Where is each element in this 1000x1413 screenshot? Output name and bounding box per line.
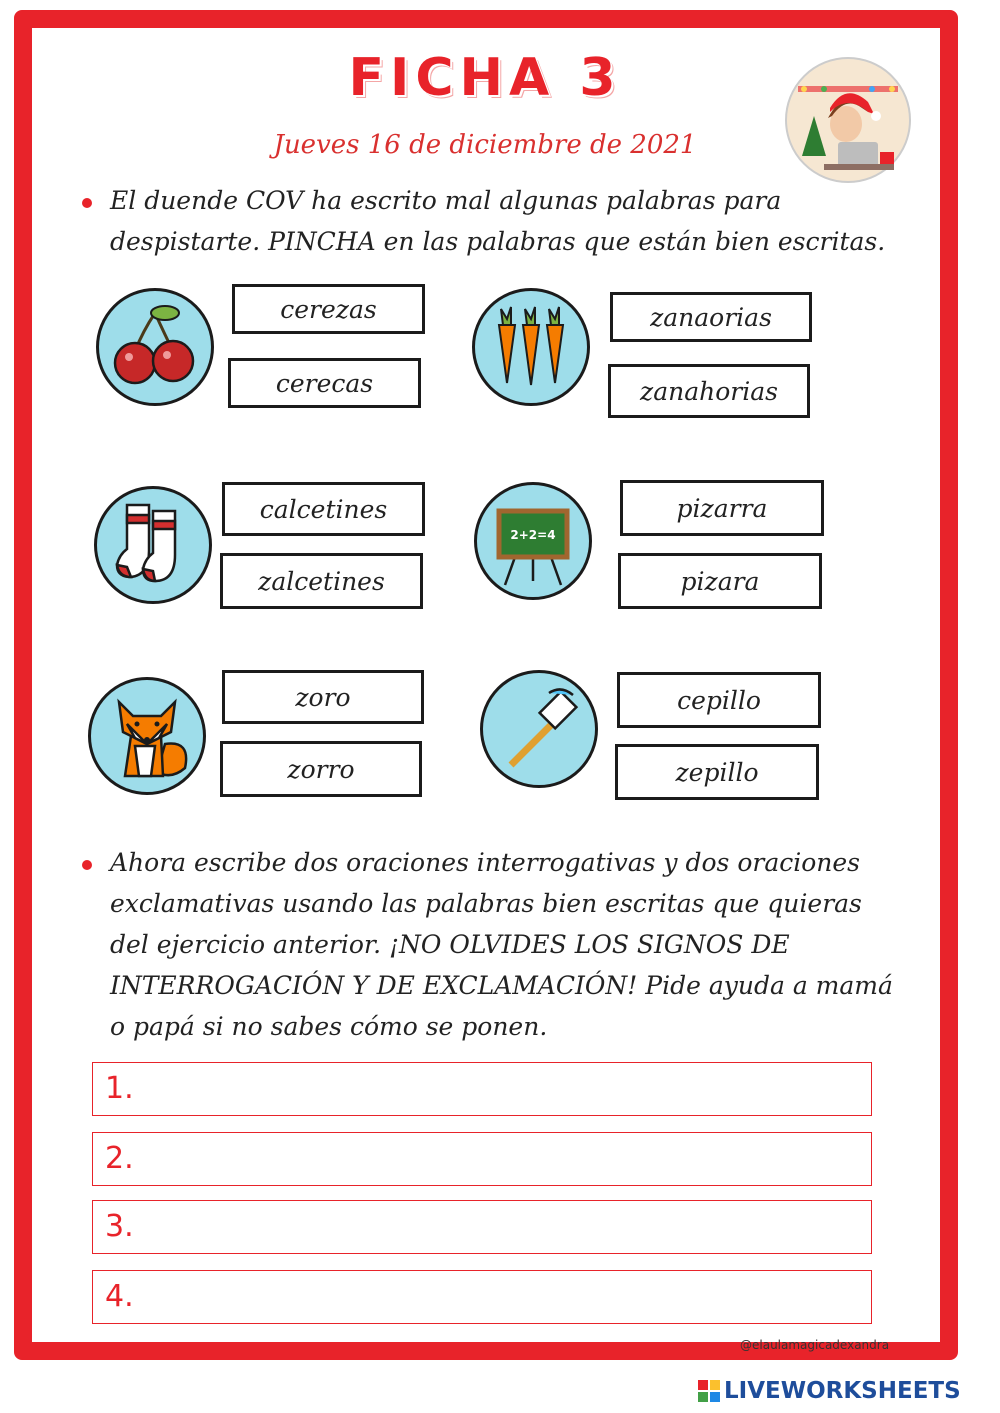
picture-chalkboard [474, 482, 592, 600]
word-option[interactable]: cerezas [232, 284, 425, 334]
fox-icon [91, 680, 203, 792]
answer-line-4[interactable] [92, 1270, 872, 1324]
word-option[interactable]: zalcetines [220, 553, 423, 609]
word-option[interactable]: cerecas [228, 358, 421, 408]
answer-line-2[interactable] [92, 1132, 872, 1186]
answer-number: 2. [105, 1141, 134, 1176]
cherries-icon [99, 291, 211, 403]
word-option[interactable]: pizarra [620, 480, 824, 536]
chalkboard-icon [477, 485, 589, 597]
word-option[interactable]: zanaorias [610, 292, 812, 342]
carrots-icon [475, 291, 587, 403]
bullet-2 [82, 860, 92, 870]
picture-carrots [472, 288, 590, 406]
date-heading: Jueves 16 de diciembre de 2021 [273, 130, 697, 160]
answer-number: 4. [105, 1279, 134, 1314]
liveworksheets-logo-icon [698, 1380, 720, 1402]
word-option[interactable]: zorro [220, 741, 422, 797]
answer-number: 1. [105, 1071, 134, 1106]
word-option[interactable]: zepillo [615, 744, 819, 800]
instruction-1: El duende COV ha escrito mal algunas palabras para despistarte. PINCHA en las palabras que están bien escritas. [110, 186, 886, 256]
bullet-1 [82, 198, 92, 208]
answer-number: 3. [105, 1209, 134, 1244]
socks-icon [97, 489, 209, 601]
word-option[interactable]: calcetines [222, 482, 425, 536]
picture-socks [94, 486, 212, 604]
board-text: 2+2=4 [510, 528, 556, 542]
toothbrush-icon [483, 673, 595, 785]
instruction-2: Ahora escribe dos oraciones interrogativas y dos oraciones exclamativas usando las palabras bien escritas que quieras del ejercicio anterior. ¡NO OLVIDES LOS SIGNOS DE INTERROGACIÓN Y DE EXCLAMACIÓN! Pide ayuda a mamá o papá si no sabes cómo se ponen. [110, 848, 893, 1041]
teacher-avatar [784, 56, 912, 184]
picture-fox [88, 677, 206, 795]
picture-toothbrush [480, 670, 598, 788]
page-title: FICHA 3 [348, 48, 622, 108]
author-credit: @elaulamagicadexandra [740, 1338, 890, 1352]
word-option[interactable]: cepillo [617, 672, 821, 728]
brand-name: LIVEWORKSHEETS [724, 1378, 961, 1404]
word-option[interactable]: zanahorias [608, 364, 810, 418]
answer-line-1[interactable] [92, 1062, 872, 1116]
word-option[interactable]: zoro [222, 670, 424, 724]
picture-cherries [96, 288, 214, 406]
word-option[interactable]: pizara [618, 553, 822, 609]
answer-line-3[interactable] [92, 1200, 872, 1254]
